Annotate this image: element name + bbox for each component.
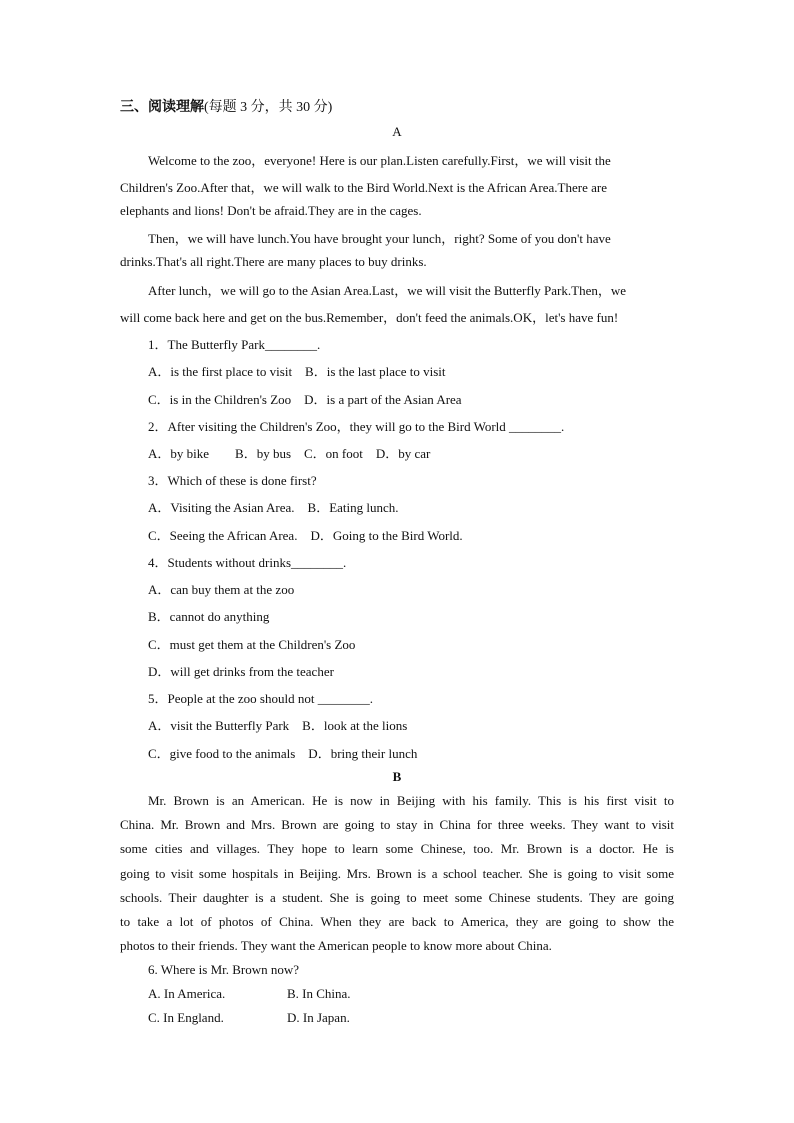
passage-a-line: After lunch，we will go to the Asian Area.Last，we will visit the Butterfly Park.Then，we [148, 283, 627, 298]
answer-options: A．Visiting the Asian Area. B．Eating lunch. [148, 500, 399, 515]
answer-options: C．is in the Children's Zoo D．is a part of the Asian Area [148, 392, 462, 407]
answer-options: C．Seeing the African Area. D．Going to the Bird World. [148, 528, 463, 543]
passage-b-line: photos to their friends. They want the American people to know more about China. [120, 938, 552, 953]
question-stem: 6. Where is Mr. Brown now? [148, 962, 300, 977]
answer-options: A．by bike B．by bus C．on foot D．by car [148, 446, 431, 461]
passage-a-line: elephants and lions! Don't be afraid.They are in the cages. [120, 203, 422, 218]
passage-a-line: Then，we will have lunch.You have brought your lunch，right? Some of you don't have [148, 231, 611, 246]
answer-option: B．cannot do anything [148, 609, 270, 624]
answer-option: C．must get them at the Children's Zoo [148, 637, 356, 652]
answer-options: C．give food to the animals D．bring their lunch [148, 746, 418, 761]
answer-option: D．will get drinks from the teacher [148, 664, 334, 679]
answer-option: B. In China. [287, 986, 351, 1001]
question-stem: 2．After visiting the Children's Zoo，they will go to the Bird World ________. [148, 419, 565, 434]
passage-a-line: will come back here and get on the bus.Remember，don't feed the animals.OK，let's have fun! [120, 310, 619, 325]
passage-b-line: going to visit some hospitals in Beijing. Mrs. Brown is a school teacher. She is going to visit some [120, 866, 674, 881]
answer-option: C. In England. [148, 1010, 224, 1025]
answer-options: A．is the first place to visit B．is the last place to visit [148, 364, 446, 379]
passage-b-line: to take a lot of photos of China. When they are back to America, they are going to show the [120, 914, 674, 929]
passage-a-label: A [392, 124, 402, 139]
answer-options: A．visit the Butterfly Park B．look at the lions [148, 718, 408, 733]
section-title-score: (每题 3 分，共 30 分) [204, 100, 333, 115]
answer-option: D. In Japan. [287, 1010, 350, 1025]
passage-b-label: B [392, 769, 402, 784]
question-stem: 5．People at the zoo should not ________. [148, 691, 373, 706]
passage-b-line: schools. Their daughter is a student. She is going to meet some Chinese students. They are going [120, 890, 674, 905]
question-stem: 3．Which of these is done first? [148, 473, 317, 488]
answer-option: A．can buy them at the zoo [148, 582, 295, 597]
passage-b-line: China. Mr. Brown and Mrs. Brown are going to stay in China for three weeks. They want to visit [120, 817, 674, 832]
answer-option: A. In America. [148, 986, 226, 1001]
passage-a-line: Children's Zoo.After that，we will walk to the Bird World.Next is the African Area.There are [120, 180, 607, 195]
section-title-bold: 三、阅读理解 [120, 100, 204, 115]
section-title [120, 96, 332, 116]
passage-a-line: Welcome to the zoo，everyone! Here is our plan.Listen carefully.First，we will visit the [148, 153, 611, 168]
question-stem: 1．The Butterfly Park________. [148, 337, 321, 352]
passage-b-line: some cities and villages. They hope to learn some Chinese, too. Mr. Brown is a doctor. He is [120, 841, 674, 856]
passage-b-line: Mr. Brown is an American. He is now in Beijing with his family. This is his first visit to [148, 793, 674, 808]
question-stem: 4．Students without drinks________. [148, 555, 347, 570]
passage-a-line: drinks.That's all right.There are many places to buy drinks. [120, 254, 427, 269]
